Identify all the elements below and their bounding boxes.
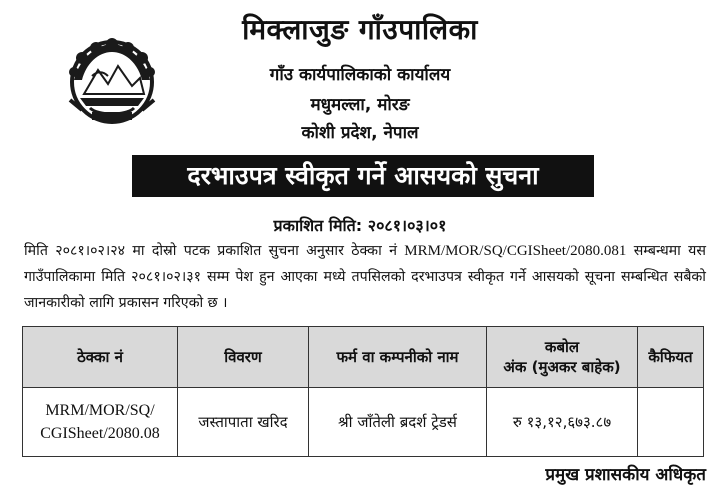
header-firm: फर्म वा कम्पनीको नाम [309,327,487,388]
cell-contract-no-line2: CGISheet/2080.08 [40,425,160,442]
municipality-name: मिक्लाजुङ गाँउपालिका [242,13,478,46]
header-amount [487,327,638,388]
table-header-row [23,327,704,388]
notice-title-banner: दरभाउपत्र स्वीकृत गर्ने आसयको सुचना [132,155,594,197]
signatory-title: प्रमुख प्रशासकीय अधिकृत [545,465,706,485]
cell-description: जस्तापाता खरिद [178,388,309,457]
cell-amount: रु १३,१२,६७३.८७ [487,388,638,457]
header-amount-line2: अंक (मुअकर बाहेक) [503,358,621,376]
notice-body-part2: सम्बन्धमा यस गाउँपालिकामा मिति २०८१।०२।३१ सम्म पेश हुन आएका मध्ये तपसिलको दरभाउपत्र स्वीकृत गर्ने आसयको सूचना सम्बन्धित सबैको जानकारीको लागि प्रकासन गरिएको छ । [24,243,706,311]
contract-reference: MRM/MOR/SQ/CGISheet/2080.081 [404,243,627,259]
tender-table [22,326,704,457]
published-date: २०८१।०३।०१ [367,216,447,235]
notice-body-part1: मिति २०८१।०२।२४ मा दोस्रो पटक प्रकाशित सुचना अनुसार ठेक्का नं [24,243,405,259]
header-description: विवरण [178,327,309,388]
office-address: मधुमल्ला, मोरङ [310,95,410,115]
table-row [23,388,704,457]
header-amount-line1: कबोल [544,338,580,356]
header-remarks: कैफियत [638,327,704,388]
cell-contract-no [23,388,178,457]
published-label: प्रकाशित मिति: [273,216,363,235]
cell-firm: श्री जाँतेली ब्रदर्श ट्रेडर्स [309,388,487,457]
published-date-line [0,214,720,236]
province-address: कोशी प्रदेश, नेपाल [301,123,419,143]
cell-remarks [638,388,704,457]
cell-contract-no-line1: MRM/MOR/SQ/ [45,402,155,419]
header-contract-no: ठेक्का नं [23,327,178,388]
notice-body [24,238,706,316]
office-name: गाँउ कार्यपालिकाको कार्यालय [269,65,451,85]
